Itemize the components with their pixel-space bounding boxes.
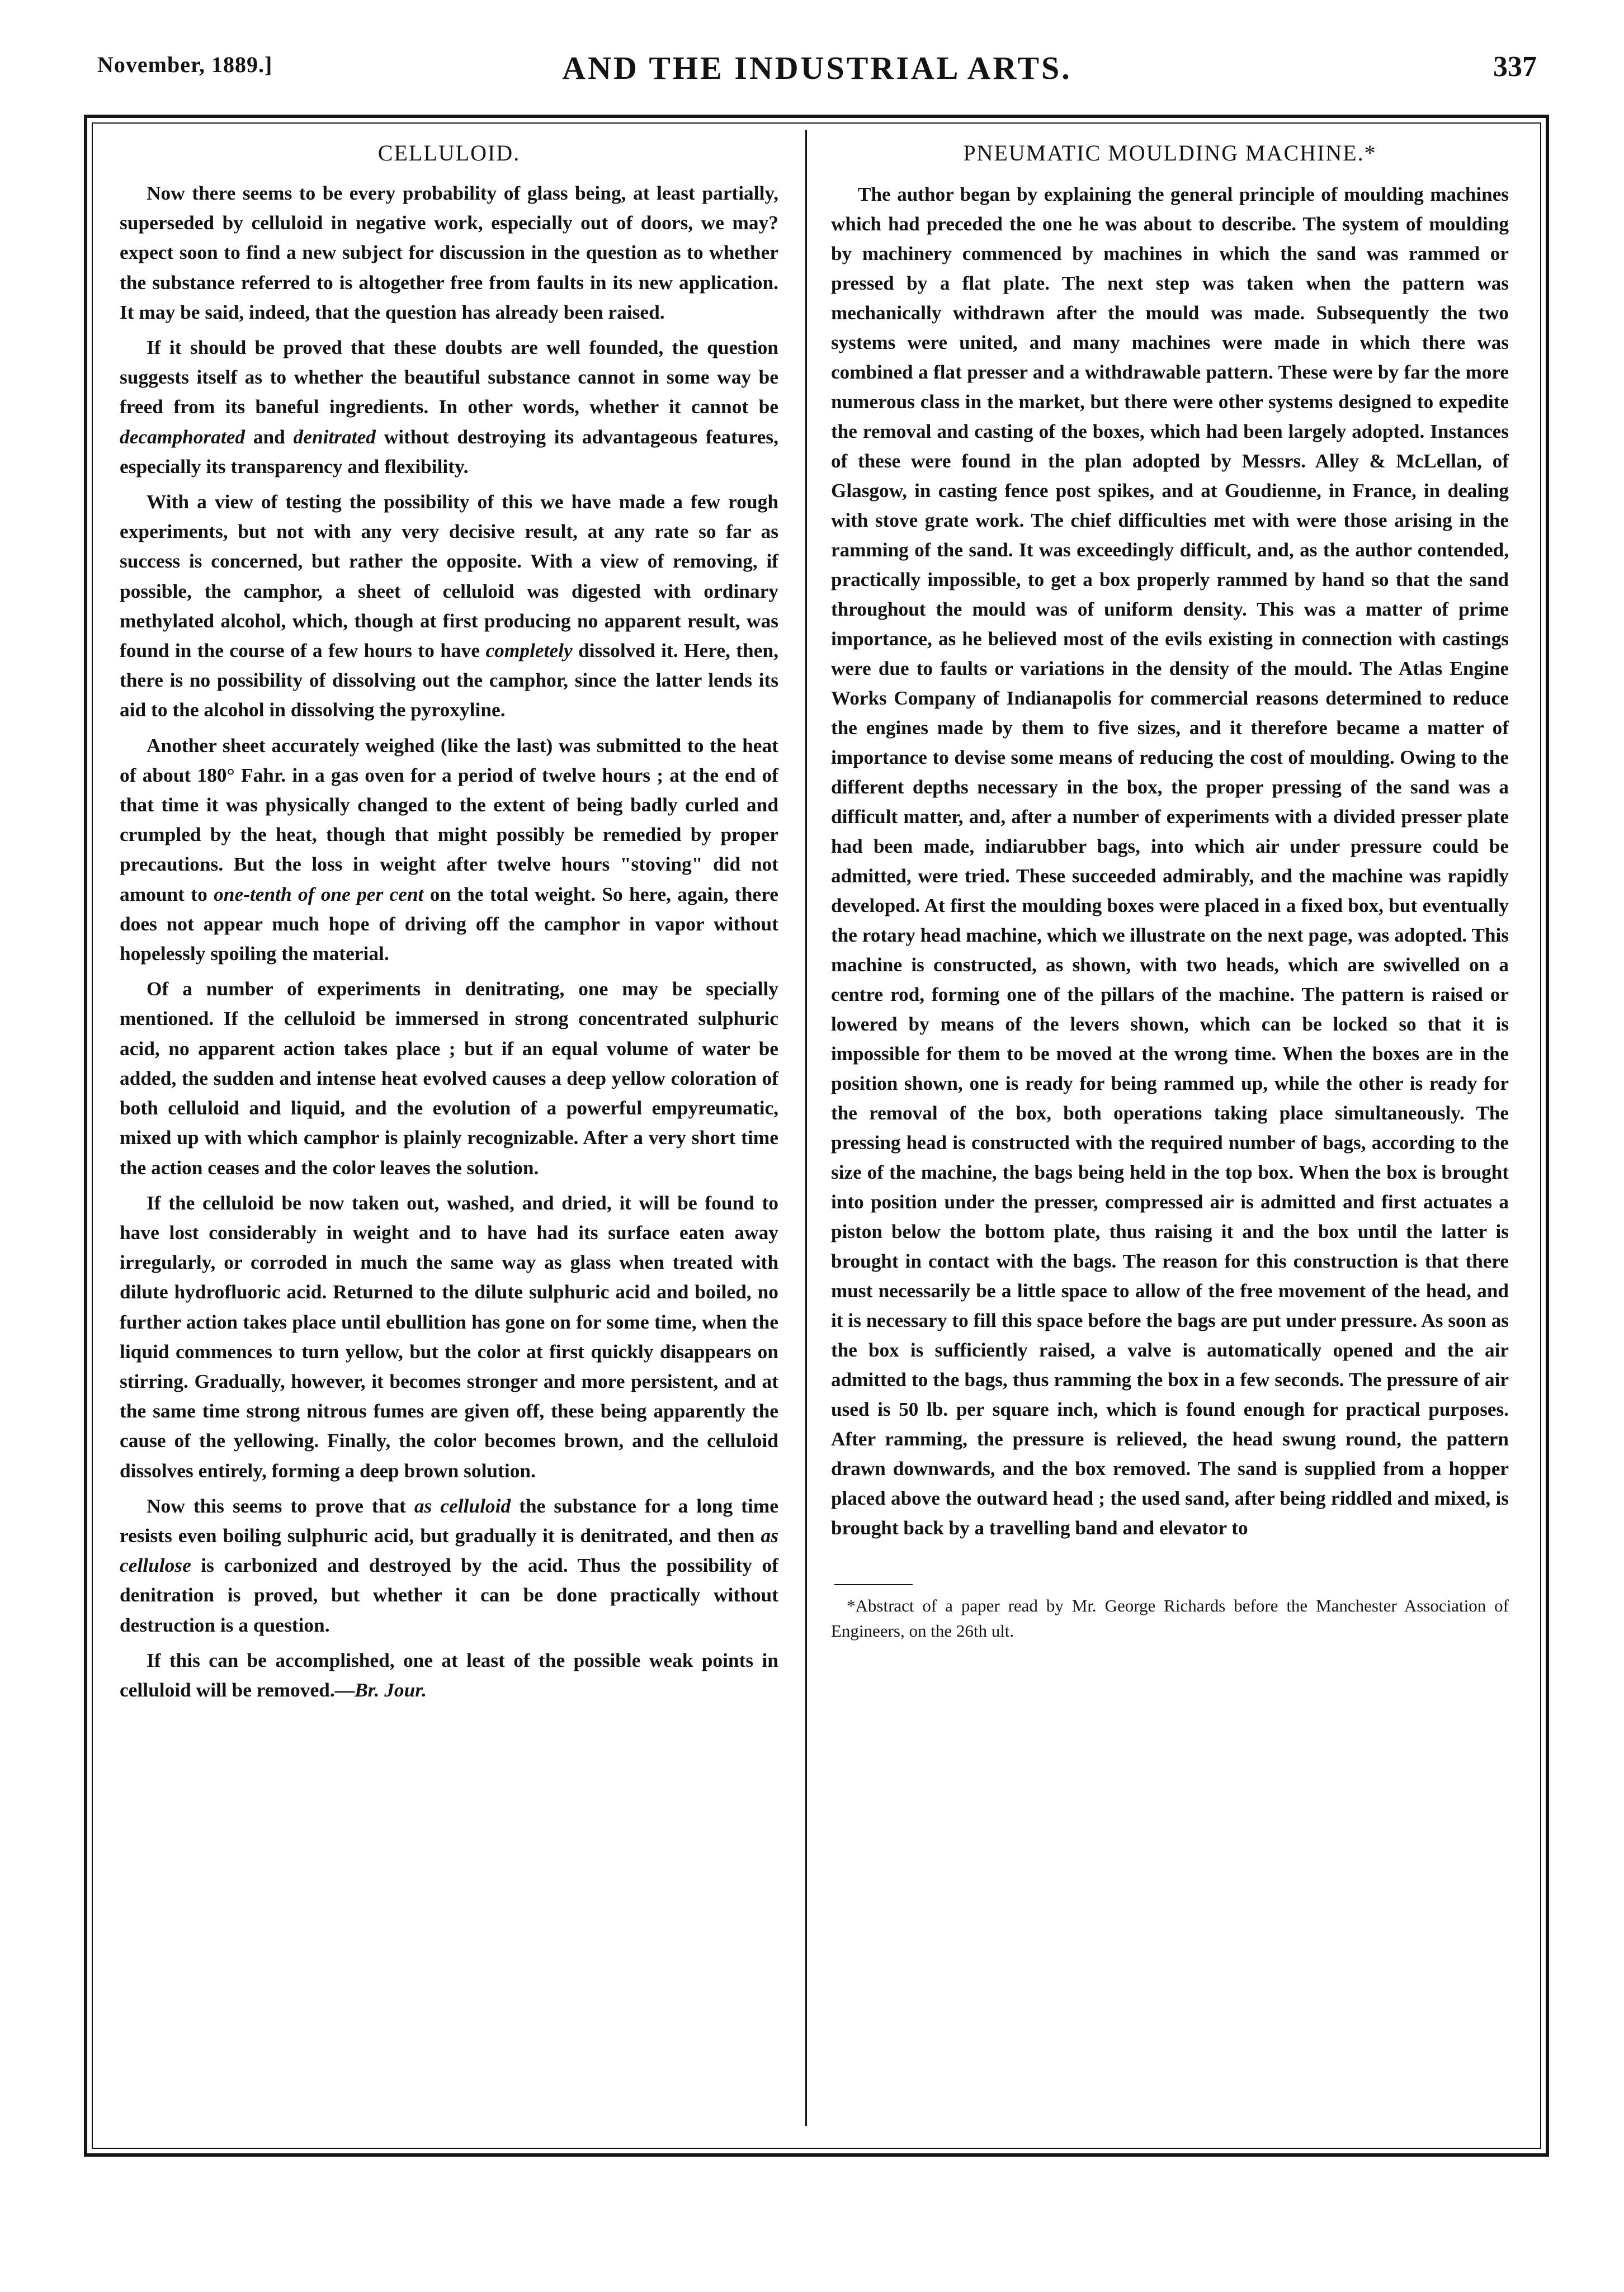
pneumatic-article bbox=[831, 134, 1509, 1643]
running-header bbox=[97, 49, 1537, 94]
page-number: 337 bbox=[1493, 51, 1537, 83]
paragraph: With a view of testing the possibility of this we have made a few rough experiments, but not with any very decisive result, at any rate so far as success is concerned, but rather the opposite. With a view of removing, if possible, the camphor, a sheet of celluloid was digested with ordinary methylated alcohol, which, though at first producing no apparent result, was found in the course of a few hours to have completely dissolved it. Here, then, there is no possibility of dissolving out the camphor, since the latter lends its aid to the alcohol in dissolving the pyroxyline. bbox=[120, 490, 778, 721]
paragraph: If this can be accomplished, one at least of the possible weak points in celluloid will be removed.—Br. Jour. bbox=[120, 1648, 778, 1701]
celluloid-article bbox=[120, 134, 778, 1710]
issue-date: November, 1889.] bbox=[97, 52, 273, 77]
paragraph: If the celluloid be now taken out, washed, and dried, it will be found to have lost considerably in weight and to have had its surface eaten away irregularly, or corroded in much the same way as glass when treated with dilute hydrofluoric acid. Returned to the dilute sulphuric acid and boiled, no further action takes place until ebullition has gone on for some time, when the liquid commences to turn yellow, but the color at first quickly disappears on stirring. Gradually, however, it becomes stronger and more persistent, and at the same time strong nitrous fumes are given off, these being apparently the cause of the yellowing. Finally, the color becomes brown, and the celluloid dissolves entirely, forming a deep brown solution. bbox=[120, 1191, 778, 1482]
footnote-rule bbox=[834, 1584, 913, 1585]
article-title: PNEUMATIC MOULDING MACHINE.* bbox=[963, 140, 1377, 166]
journal-title: AND THE INDUSTRIAL ARTS. bbox=[562, 50, 1072, 86]
footnote: *Abstract of a paper read by Mr. George Richards before the Manchester Association of Engineers, on the 26th ult. bbox=[831, 1596, 1509, 1641]
paragraph: Of a number of experiments in denitrating, one may be specially mentioned. If the celluloid be immersed in strong concentrated sulphuric acid, no apparent action takes place ; but if an equal volume of water be added, the sudden and intense heat evolved causes a deep yellow coloration of both celluloid and liquid, and the evolution of a powerful empyreumatic, mixed up with which camphor is plainly recognizable. After a very short time the action ceases and the color leaves the solution. bbox=[120, 977, 778, 1179]
paragraph: Now this seems to prove that as celluloid the substance for a long time resists even boiling sulphuric acid, but gradually it is denitrated, and then as cellulose is carbonized and destroyed by the acid. Thus the possibility of denitration is proved, but whether it can be done practically without destruction is a question. bbox=[120, 1494, 778, 1636]
paragraph: If it should be proved that these doubts are well founded, the question suggests itself as to whether the beautiful substance cannot in some way be freed from its baneful ingredients. In other words, whether it cannot be decamphorated and denitrated without destroying its advantageous features, especially its transparency and flexibility. bbox=[120, 336, 778, 478]
paragraph: The author began by explaining the general principle of moulding machines which had preceded the one he was about to describe. The system of moulding by machinery commenced by machines in which the sand was rammed or pressed by a flat plate. The next step was taken when the pattern was mechanically withdrawn after the mould was made. Subsequently the two systems were united, and many machines were made in which there was combined a flat presser and a withdrawable pattern. These were by far the more numerous class in the market, but there were other systems designed to expedite the removal and casting of the boxes, which had been largely adopted. Instances of these were found in the plan adopted by Messrs. Alley & McLellan, of Glasgow, in casting fence post spikes, and at Goudienne, in France, in dealing with stove grate work. The chief difficulties met with were those arising in the ramming of the sand. It was exceedingly difficult, and, as the author contended, practically impossible, to get a box properly rammed by hand so that the sand throughout the mould was of uniform density. This was a matter of prime importance, as he believed most of the evils existing in connection with castings were due to faults or variations in the density of the mould. The Atlas Engine Works Company of Indianapolis for commercial reasons determined to reduce the engines made by them to five sizes, and it therefore became a matter of importance to devise some means of reducing the cost of moulding. Owing to the different depths necessary in the box, the proper pressing of the sand was a difficult matter, and, after a number of experiments with a divided presser plate had been made, indiarubber bags, into which air under pressure could be admitted, were tried. These succeeded admirably, and the machine was rapidly developed. At first the moulding boxes were placed in a fixed box, but eventually the rotary head machine, which we illustrate on the next page, was adopted. This machine is constructed, as shown, with two heads, which are swivelled on a centre rod, forming one of the pillars of the machine. The pattern is raised or lowered by means of the levers shown, which can be locked so that it is impossible for them to be moved at the wrong time. When the boxes are in the position shown, one is ready for being rammed up, while the other is ready for the removal of the box, both operations taking place simultaneously. The pressing head is constructed with the required number of bags, according to the size of the machine, the bags being held in the top box. When the box is brought into position under the presser, compressed air is admitted and first actuates a piston below the bottom plate, thus raising it and the box until the latter is brought in contact with the bags. The reason for this construction is that there must necessarily be a little space to allow of the free movement of the head, and it is necessary to fill this space before the bags are put under pressure. As soon as the box is sufficiently raised, a valve is automatically opened and the air admitted to the bags, thus ramming the box in a few seconds. The pressure of air used is 50 lb. per square inch, which is found enough for practical purposes. After ramming, the pressure is relieved, the head swung round, the pattern drawn downwards, and the box removed. The sand is supplied from a hopper placed above the outward head ; the used sand, after being riddled and mixed, is brought back by a travelling band and elevator to bbox=[831, 183, 1509, 1539]
column-divider bbox=[805, 130, 807, 2126]
paragraph: Now there seems to be every probability of glass being, at least partially, superseded by celluloid in negative work, especially out of doors, we may?expect soon to find a new subject for discussion in the question as to whether the substance referred to is altogether free from faults in its new application. It may be said, indeed, that the question has already been raised. bbox=[120, 182, 778, 323]
article-title: CELLULOID. bbox=[377, 140, 521, 166]
paragraph: Another sheet accurately weighed (like the last) was submitted to the heat of about 180° Fahr. in a gas oven for a period of twelve hours ; at the end of that time it was physically changed to the extent of being badly curled and crumpled by the heat, though that might possibly be remedied by proper precautions. But the loss in weight after twelve hours "stoving" did not amount to one-tenth of one per cent on the total weight. So here, again, there does not appear much hope of driving off the camphor in vapor without hopelessly spoiling the material. bbox=[120, 734, 778, 965]
